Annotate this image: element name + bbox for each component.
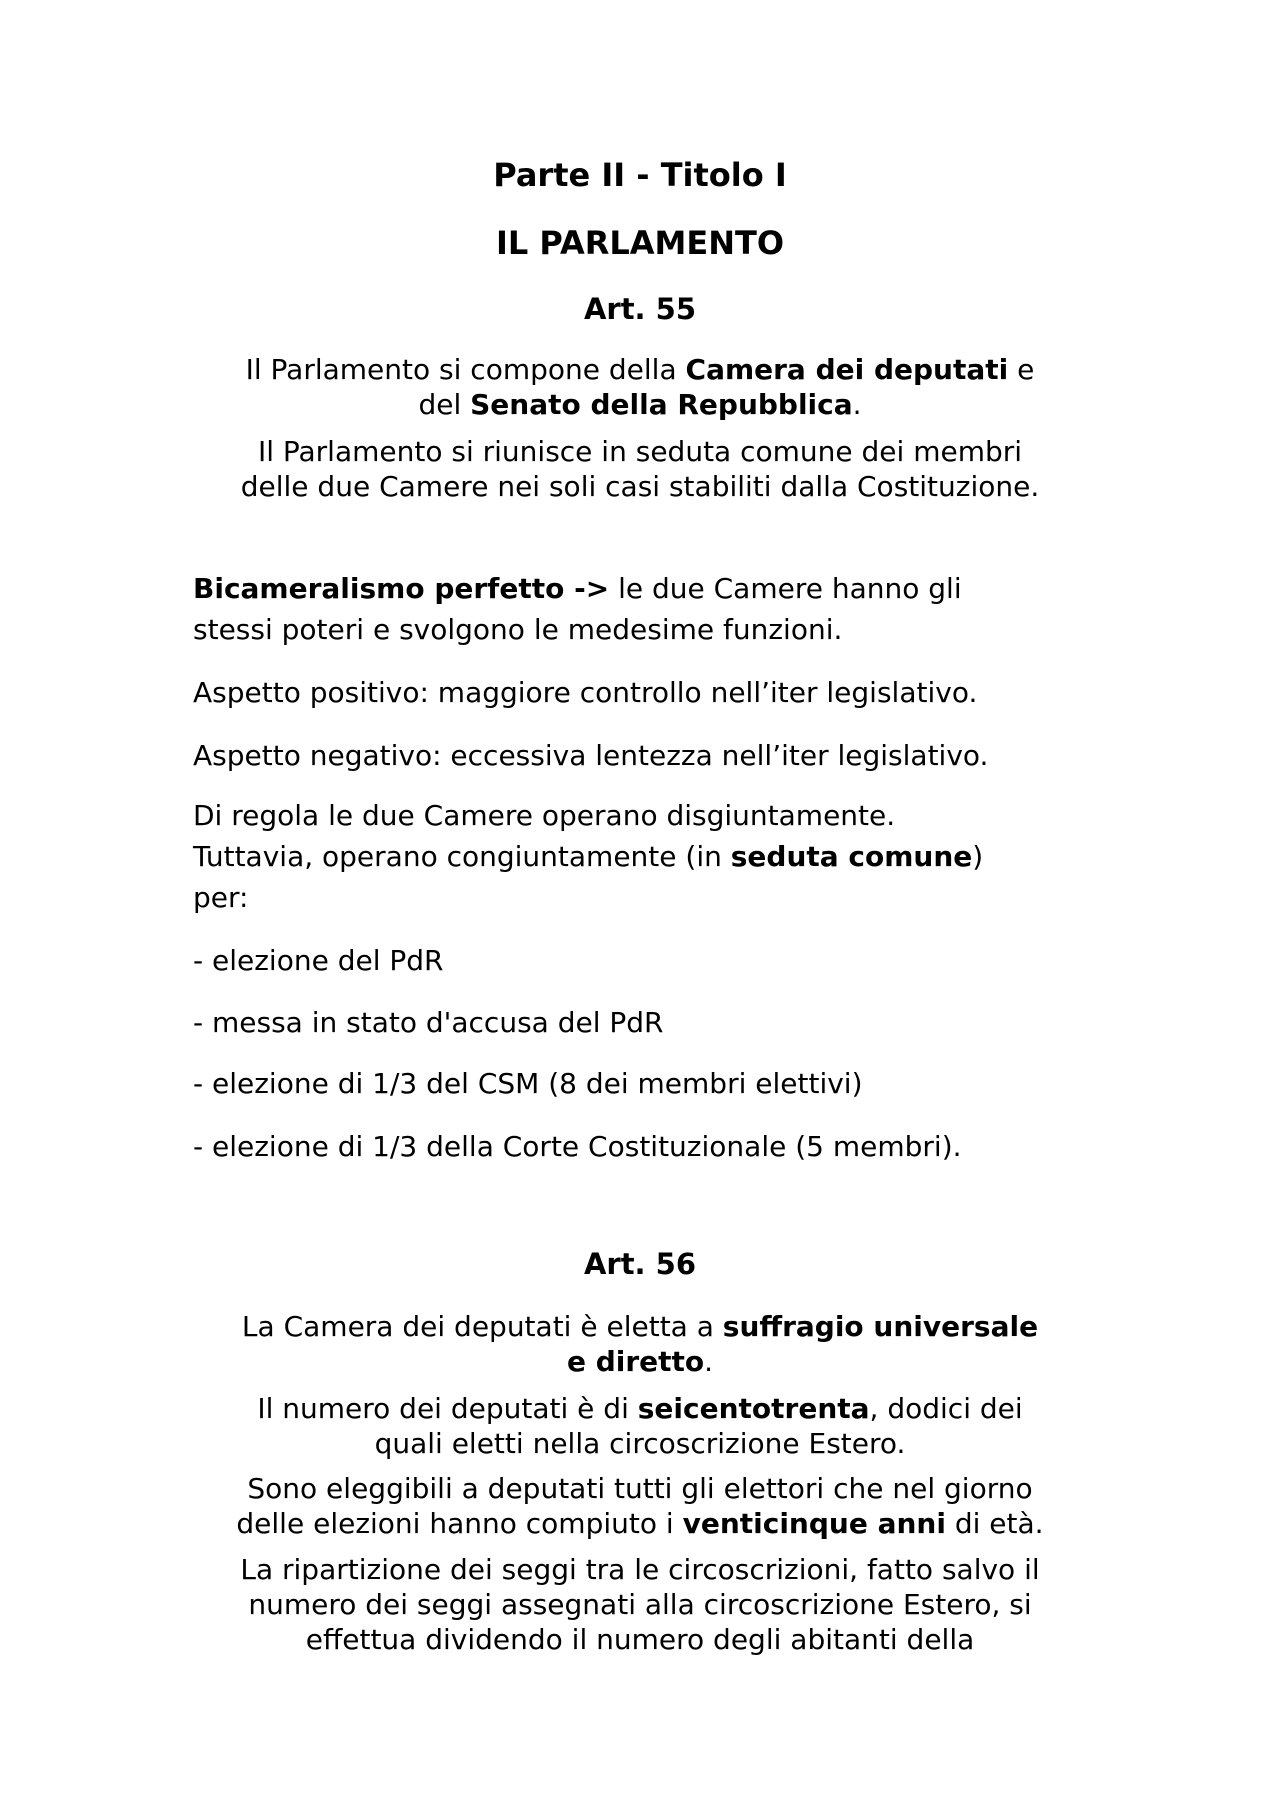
list-item: - messa in stato d'accusa del PdR xyxy=(193,1006,664,1039)
art55-heading: Art. 55 xyxy=(583,292,697,326)
bicameralismo-note: Bicameralismo perfetto -> le due Camere hanno gli stessi poteri e svolgono le medesime funzioni. xyxy=(193,572,962,646)
art55-paragraph-2: Il Parlamento si riunisce in seduta comune dei membri delle due Camere nei soli casi stabiliti dalla Costituzione. xyxy=(240,435,1040,503)
art56-heading: Art. 56 xyxy=(583,1247,697,1281)
part-title: Parte II - Titolo I xyxy=(493,156,787,194)
positive-aspect: Aspetto positivo: maggiore controllo nell’iter legislativo. xyxy=(193,676,978,709)
art55-paragraph-1: Il Parlamento si compone della Camera dei deputati e del Senato della Repubblica. xyxy=(245,353,1035,421)
negative-aspect: Aspetto negativo: eccessiva lentezza nell’iter legislativo. xyxy=(193,739,989,772)
list-item: - elezione del PdR xyxy=(193,944,444,977)
art56-paragraph-4: La ripartizione dei seggi tra le circoscrizioni, fatto salvo il numero dei seggi assegnati alla circoscrizione Estero, si effettua dividendo il numero degli abitanti della xyxy=(240,1553,1040,1656)
art56-paragraph-2: Il numero dei deputati è di seicentotrenta, dodici dei quali eletti nella circoscrizione Estero. xyxy=(257,1392,1023,1460)
list-item: - elezione di 1/3 del CSM (8 dei membri elettivi) xyxy=(193,1067,863,1100)
section-title: IL PARLAMENTO xyxy=(495,224,785,262)
list-item: - elezione di 1/3 della Corte Costituzionale (5 membri). xyxy=(193,1130,962,1163)
regola-paragraph: Di regola le due Camere operano disgiuntamente. Tuttavia, operano congiuntamente (in seduta comune) per: xyxy=(193,799,984,914)
art56-paragraph-3: Sono eleggibili a deputati tutti gli elettori che nel giorno delle elezioni hanno compiuto i venticinque anni di età. xyxy=(236,1472,1044,1540)
art56-paragraph-1: La Camera dei deputati è eletta a suffragio universale e diretto. xyxy=(241,1310,1039,1378)
